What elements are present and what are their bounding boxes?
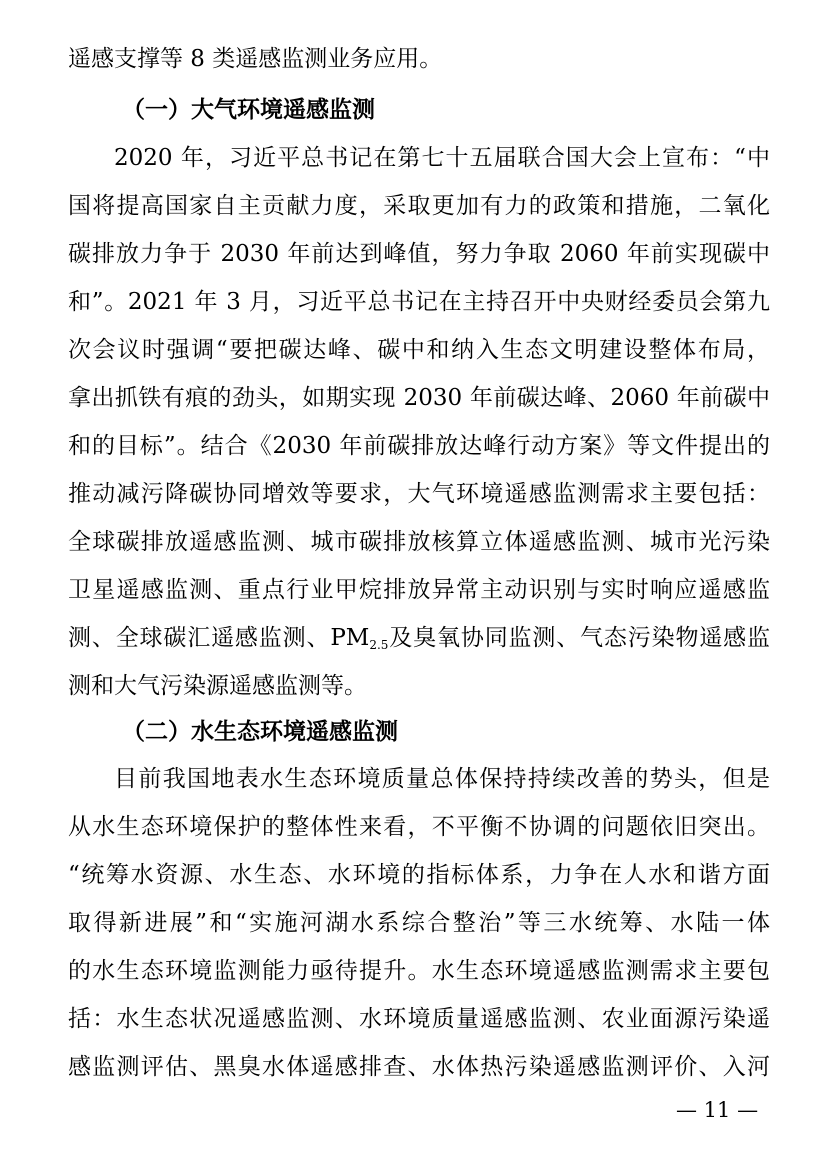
section-heading: （一）大气环境遥感监测	[122, 97, 375, 123]
paragraph-line: 括：水生态状况遥感监测、水环境质量遥感监测、农业面源污染遥	[68, 1006, 770, 1032]
paragraph-line: 2020 年，习近平总书记在第七十五届联合国大会上宣布：“中	[114, 145, 770, 171]
page-number: — 11 —	[676, 1098, 759, 1122]
paragraph-line: 和”。2021 年 3 月，习近平总书记在主持召开中央财经委员会第九	[68, 289, 770, 315]
paragraph-line: 国将提高国家自主贡献力度，采取更加有力的政策和措施，二氧化	[68, 193, 770, 219]
pm-line-after: 及臭氧协同监测、气态污染物遥感监	[388, 625, 771, 651]
paragraph-line: 卫星遥感监测、重点行业甲烷排放异常主动识别与实时响应遥感监	[68, 577, 770, 603]
paragraph-line: 推动减污降碳协同增效等要求，大气环境遥感监测需求主要包括：	[68, 481, 770, 507]
paragraph-line: 遥感支撑等 8 类遥感监测业务应用。	[68, 46, 443, 72]
paragraph-line: 目前我国地表水生态环境质量总体保持持续改善的势头，但是	[114, 766, 770, 792]
paragraph-line: 碳排放力争于 2030 年前达到峰值，努力争取 2060 年前实现碳中	[68, 241, 770, 267]
paragraph-line: 从水生态环境保护的整体性来看，不平衡不协调的问题依旧突出。	[68, 814, 770, 840]
paragraph-line: 全球碳排放遥感监测、城市碳排放核算立体遥感监测、城市光污染	[68, 529, 770, 555]
pm-subscript: 2.5	[369, 638, 389, 652]
paragraph-line: 取得新进展”和“实施河湖水系综合整治”等三水统筹、水陆一体	[68, 910, 770, 936]
paragraph-line: 次会议时强调“要把碳达峰、碳中和纳入生态文明建设整体布局，	[68, 337, 770, 363]
paragraph-line: 和的目标”。结合《2030 年前碳排放达峰行动方案》等文件提出的	[68, 433, 770, 459]
section-heading: （二）水生态环境遥感监测	[122, 719, 398, 745]
paragraph-line: 拿出抓铁有痕的劲头，如期实现 2030 年前碳达峰、2060 年前碳中	[68, 385, 770, 411]
pm-line-before: 测、全球碳汇遥感监测、PM	[68, 625, 370, 651]
paragraph-line: 测和大气污染源遥感监测等。	[68, 673, 367, 699]
paragraph-line: 感监测评估、黑臭水体遥感排查、水体热污染遥感监测评价、入河	[68, 1054, 770, 1080]
paragraph-line-pm25	[68, 623, 770, 660]
paragraph-line: “统筹水资源、水生态、水环境的指标体系，力争在人水和谐方面	[68, 862, 770, 888]
paragraph-line: 的水生态环境监测能力亟待提升。水生态环境遥感监测需求主要包	[68, 958, 770, 984]
